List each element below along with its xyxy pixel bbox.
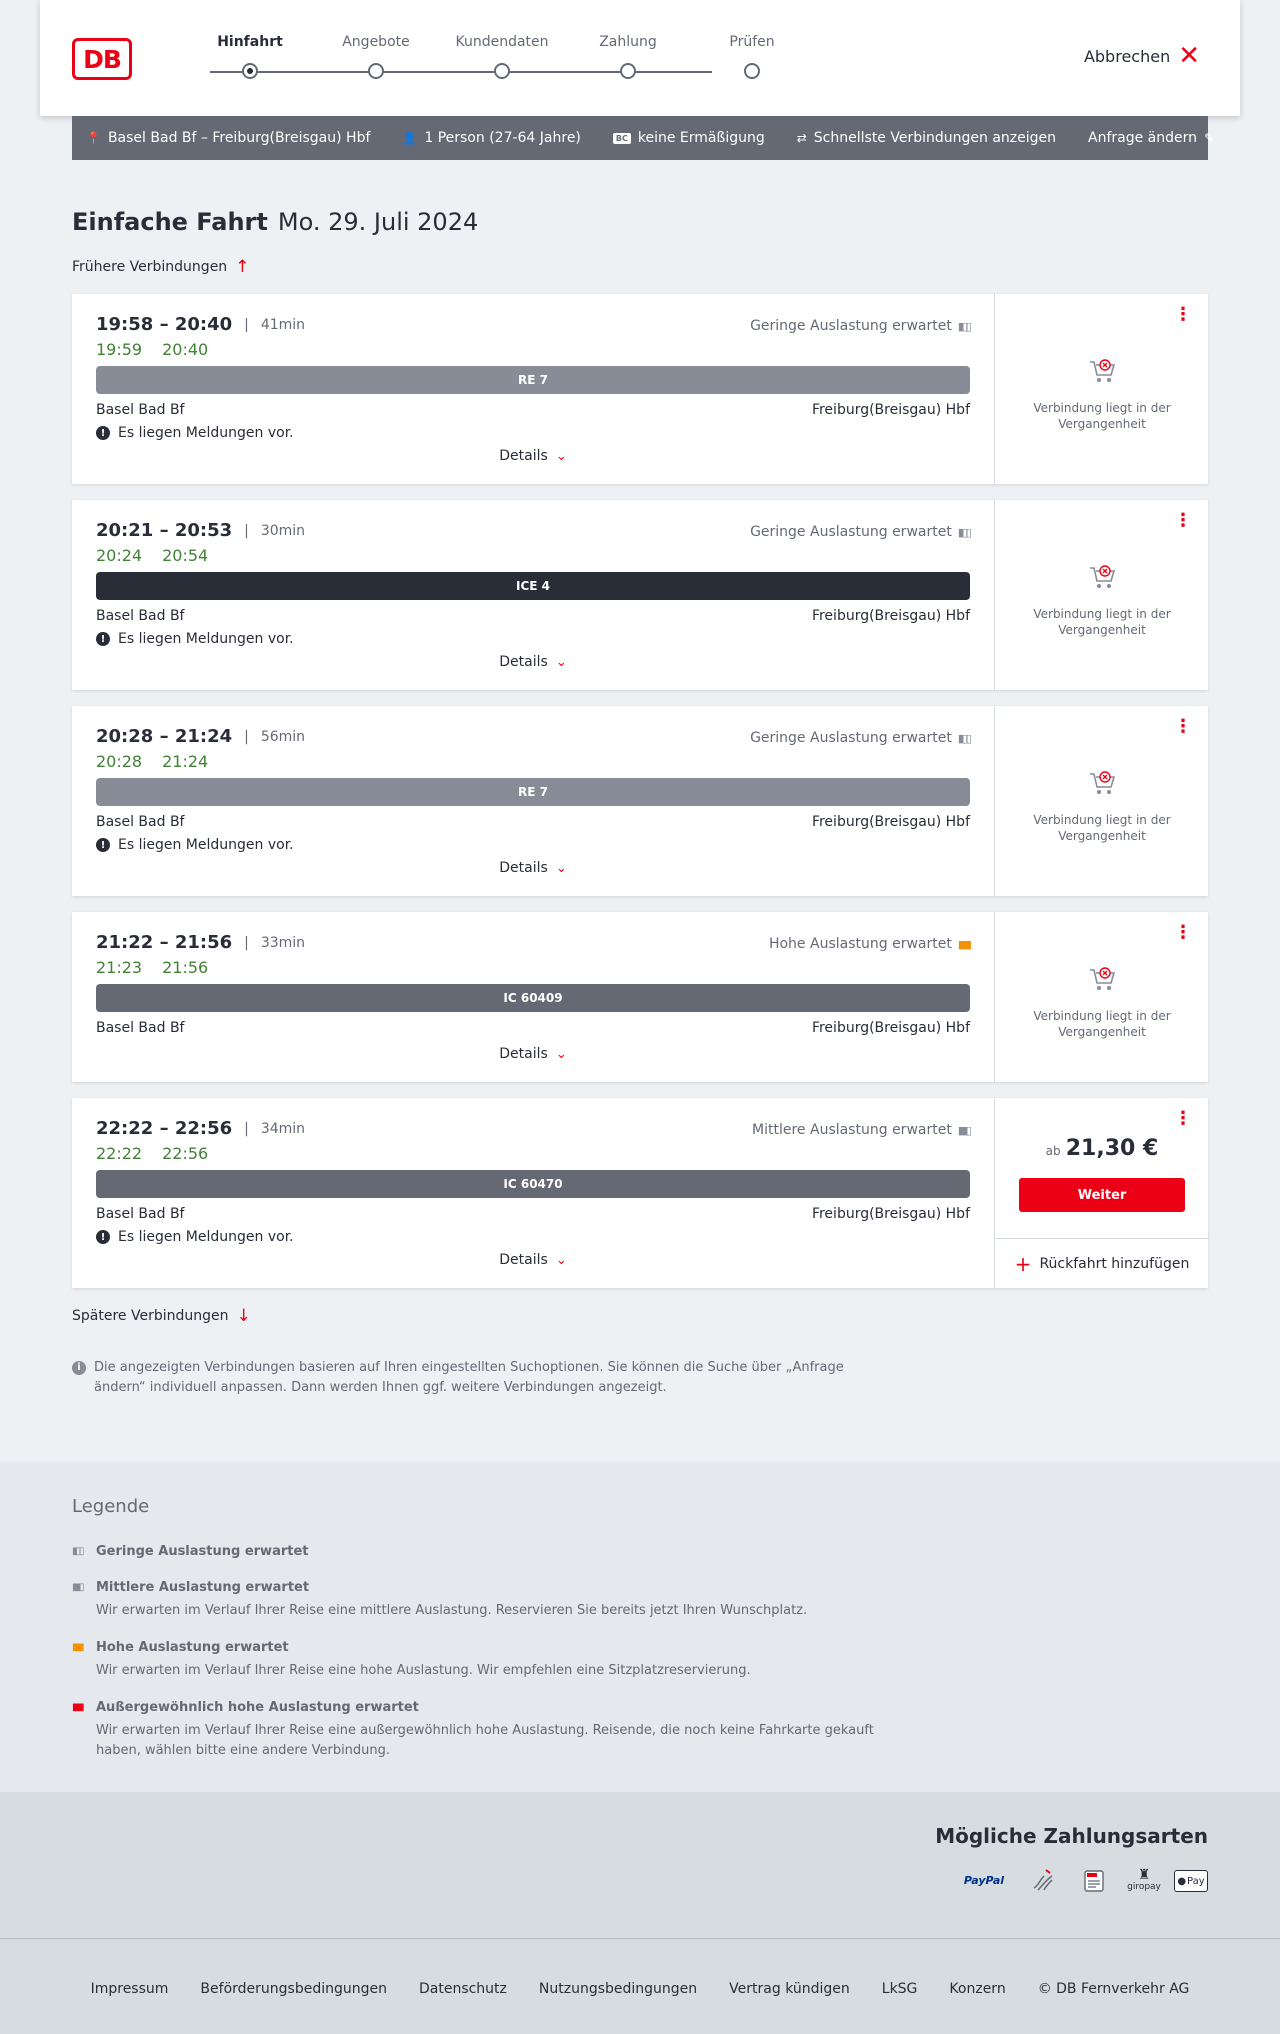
- footer-link-befoerderungsbedingungen[interactable]: Beförderungsbedingungen: [200, 1981, 387, 1997]
- person-icon: 👤: [402, 131, 418, 145]
- connection-times: [96, 1118, 305, 1139]
- earlier-connections-link[interactable]: [72, 257, 249, 277]
- page-title: [72, 208, 478, 236]
- occupancy-text: Geringe Auslastung erwartet: [750, 730, 952, 746]
- occupancy-text: Geringe Auslastung erwartet: [750, 524, 952, 540]
- chevron-down-icon: ⌄: [555, 449, 567, 464]
- footer-link-konzern[interactable]: Konzern: [949, 1981, 1006, 1997]
- plus-icon: +: [1014, 1251, 1032, 1276]
- arrival-station: Freiburg(Breisgau) Hbf: [811, 402, 970, 418]
- add-return-button[interactable]: [995, 1238, 1209, 1288]
- connection-times: [96, 726, 305, 747]
- message-text: Es liegen Meldungen vor.: [118, 1229, 294, 1245]
- stations: [96, 402, 970, 418]
- departure-station: Basel Bad Bf: [96, 814, 185, 830]
- exclamation-icon: !: [96, 632, 110, 646]
- scheduled-times: 21:22 – 21:56: [96, 932, 233, 953]
- step-angebote: [316, 34, 436, 54]
- legend-item-title: Mittlere Auslastung erwartet: [96, 1580, 310, 1595]
- legend-item-title: Geringe Auslastung erwartet: [96, 1544, 309, 1559]
- stepper-line: [210, 71, 712, 73]
- passenger-text: 1 Person (27-64 Jahre): [424, 130, 581, 146]
- apple-pay-label: Pay: [1187, 1875, 1205, 1887]
- apple-pay-icon: ● Pay: [1174, 1870, 1208, 1892]
- footer-link-vertrag-kuendigen[interactable]: Vertrag kündigen: [729, 1981, 850, 1997]
- realtime-arrival: 21:56: [162, 958, 209, 977]
- connection-card: [72, 500, 1208, 690]
- separator: |: [244, 934, 249, 951]
- connection-times: [96, 314, 305, 335]
- past-connection-text: Verbindung liegt in der Vergangenheit: [1033, 813, 1171, 843]
- legend-item-desc: Wir erwarten im Verlauf Ihrer Reise eine hohe Auslastung. Wir empfehlen eine Sitzplatzreservierung.: [96, 1663, 751, 1678]
- realtime-times: [96, 752, 228, 771]
- connection-info: [72, 294, 994, 484]
- return-label: Rückfahrt hinzufügen: [1039, 1255, 1190, 1272]
- cart-unavailable-icon: [1087, 964, 1117, 994]
- disruption-message: [96, 837, 294, 853]
- train-bar[interactable]: RE 7: [96, 366, 970, 394]
- separator: |: [244, 316, 249, 333]
- search-summary-bar: [72, 116, 1215, 160]
- fastest-text: Schnellste Verbindungen anzeigen: [813, 130, 1057, 146]
- offer-panel: [994, 294, 1208, 484]
- train-bar[interactable]: IC 60470: [96, 1170, 970, 1198]
- realtime-arrival: 22:56: [162, 1144, 209, 1163]
- payment-methods-section: [0, 1792, 1280, 1938]
- message-text: Es liegen Meldungen vor.: [118, 631, 294, 647]
- occupancy-low-icon: ▮▯▯: [72, 1546, 83, 1557]
- disruption-message: [96, 1229, 294, 1245]
- details-toggle[interactable]: [72, 1252, 994, 1268]
- arrow-up-icon: ↑: [235, 257, 250, 277]
- step-dot-icon: [494, 63, 510, 79]
- cart-unavailable-icon: [1087, 356, 1117, 386]
- passenger-summary[interactable]: [402, 130, 581, 146]
- stations: [96, 1020, 970, 1036]
- scheduled-times: 20:28 – 21:24: [96, 726, 233, 747]
- details-label: Details: [499, 448, 548, 464]
- occupancy-low-icon: ▮▯▯: [957, 319, 970, 333]
- db-logo[interactable]: DB: [72, 38, 132, 80]
- giropay-icon: ♜ giropay: [1127, 1867, 1161, 1892]
- realtime-departure: 19:59: [96, 340, 143, 359]
- realtime-times: [96, 340, 228, 359]
- earlier-label: Frühere Verbindungen: [72, 259, 228, 275]
- footer-link-nutzungsbedingungen[interactable]: Nutzungsbedingungen: [538, 1981, 698, 1997]
- duration: 33min: [260, 934, 306, 951]
- duration: 41min: [260, 316, 306, 333]
- legend-item-low: [72, 1544, 309, 1559]
- legend-item-medium: [72, 1580, 876, 1621]
- more-options-icon[interactable]: ⋮: [1174, 922, 1192, 943]
- step-hinfahrt: [190, 34, 310, 54]
- details-label: Details: [499, 654, 548, 670]
- offer-panel: [994, 912, 1208, 1082]
- exclamation-icon: !: [96, 838, 110, 852]
- occupancy-high-icon: ▮▮▮: [957, 937, 970, 951]
- swap-arrows-icon: ⇄: [796, 131, 807, 145]
- train-bar[interactable]: ICE 4: [96, 572, 970, 600]
- message-text: Es liegen Meldungen vor.: [118, 837, 294, 853]
- legend-section: [0, 1462, 1280, 1792]
- connection-card: [72, 1098, 1208, 1288]
- separator: |: [244, 728, 249, 745]
- step-dot-icon: [620, 63, 636, 79]
- arrow-down-icon: ↓: [236, 1306, 251, 1326]
- legend-title: Legende: [72, 1496, 150, 1517]
- cancel-label: Abbrechen: [1083, 46, 1171, 66]
- past-connection-text: Verbindung liegt in der Vergangenheit: [1033, 401, 1171, 431]
- cancel-button[interactable]: [1083, 41, 1200, 71]
- scheduled-times: 22:22 – 22:56: [96, 1118, 233, 1139]
- route-text: Basel Bad Bf – Freiburg(Breisgau) Hbf: [107, 130, 371, 146]
- details-label: Details: [499, 1252, 548, 1268]
- connection-info: [72, 500, 994, 690]
- past-connection-text: Verbindung liegt in der Vergangenheit: [1033, 607, 1171, 637]
- stations: [96, 608, 970, 624]
- occupancy-info: [750, 524, 970, 540]
- step-label: Zahlung: [599, 34, 657, 50]
- connection-info: [72, 706, 994, 896]
- sepa-icon: [1082, 1866, 1108, 1894]
- details-toggle[interactable]: [72, 1046, 994, 1062]
- stations: [96, 814, 970, 830]
- footer-link-datenschutz[interactable]: Datenschutz: [418, 1981, 507, 1997]
- paypal-icon: PayPal: [963, 1873, 1005, 1887]
- arrival-station: Freiburg(Breisgau) Hbf: [811, 608, 970, 624]
- exclamation-icon: !: [96, 1230, 110, 1244]
- later-label: Spätere Verbindungen: [72, 1308, 229, 1324]
- realtime-times: [96, 958, 228, 977]
- cart-unavailable-icon: [1087, 562, 1117, 592]
- more-options-icon[interactable]: ⋮: [1174, 1108, 1192, 1129]
- train-bar[interactable]: RE 7: [96, 778, 970, 806]
- scheduled-times: 20:21 – 20:53: [96, 520, 233, 541]
- offer-panel: [994, 706, 1208, 896]
- occupancy-text: Geringe Auslastung erwartet: [750, 318, 952, 334]
- duration: 56min: [260, 728, 306, 745]
- details-label: Details: [499, 860, 548, 876]
- change-request-button[interactable]: [1088, 130, 1214, 146]
- disruption-message: [96, 425, 294, 441]
- details-toggle[interactable]: [72, 654, 994, 670]
- departure-station: Basel Bad Bf: [96, 1206, 185, 1222]
- close-icon: ✕: [1178, 41, 1200, 71]
- departure-station: Basel Bad Bf: [96, 402, 185, 418]
- chevron-down-icon: ⌄: [555, 1047, 567, 1062]
- step-label: Hinfahrt: [217, 34, 283, 50]
- connection-card: [72, 294, 1208, 484]
- more-options-icon[interactable]: ⋮: [1174, 304, 1192, 325]
- separator: |: [244, 1120, 249, 1137]
- fastest-connections-toggle[interactable]: [797, 130, 1056, 146]
- more-options-icon[interactable]: ⋮: [1174, 716, 1192, 737]
- realtime-departure: 21:23: [96, 958, 143, 977]
- occupancy-low-icon: ▮▯▯: [957, 525, 970, 539]
- departure-station: Basel Bad Bf: [96, 1020, 185, 1036]
- change-text: Anfrage ändern: [1088, 130, 1198, 146]
- exclamation-icon: !: [96, 426, 110, 440]
- step-dot-icon: [242, 63, 258, 79]
- step-label: Prüfen: [729, 34, 775, 50]
- direct-debit-icon: [1030, 1866, 1056, 1894]
- step-pruefen: [692, 34, 812, 54]
- connection-times: [96, 520, 305, 541]
- departure-station: Basel Bad Bf: [96, 608, 185, 624]
- arrival-station: Freiburg(Breisgau) Hbf: [811, 1206, 970, 1222]
- realtime-times: [96, 1144, 228, 1163]
- legend-item-title: Außergewöhnlich hohe Auslastung erwartet: [96, 1700, 419, 1715]
- trip-type: Einfache Fahrt: [72, 208, 268, 236]
- discount-summary[interactable]: [613, 130, 765, 146]
- cart-unavailable-icon: [1087, 768, 1117, 798]
- legend-item-desc: Wir erwarten im Verlauf Ihrer Reise eine außergewöhnlich hohe Auslastung. Reisende, die noch keine Fahrkarte gekauft haben, wählen bitte eine andere Verbindung.: [96, 1723, 874, 1758]
- info-icon: i: [72, 1361, 86, 1375]
- message-text: Es liegen Meldungen vor.: [118, 425, 294, 441]
- connection-info: [72, 1098, 994, 1288]
- disruption-message: [96, 631, 294, 647]
- occupancy-text: Mittlere Auslastung erwartet: [752, 1122, 952, 1138]
- train-bar[interactable]: IC 60409: [96, 984, 970, 1012]
- occupancy-high-icon: ▮▮▮: [72, 1642, 83, 1653]
- occupancy-low-icon: ▮▯▯: [957, 731, 970, 745]
- duration: 34min: [260, 1120, 306, 1137]
- chevron-down-icon: ⌄: [555, 861, 567, 876]
- pencil-icon: ✎: [1204, 131, 1215, 145]
- arrival-station: Freiburg(Breisgau) Hbf: [811, 1020, 970, 1036]
- occupancy-info: [750, 318, 970, 334]
- details-toggle[interactable]: [72, 860, 994, 876]
- offer-panel: [994, 500, 1208, 690]
- chevron-down-icon: ⌄: [555, 655, 567, 670]
- occupancy-info: [750, 730, 970, 746]
- occupancy-text: Hohe Auslastung erwartet: [768, 936, 952, 952]
- realtime-times: [96, 546, 228, 565]
- trip-date: Mo. 29. Juli 2024: [277, 208, 479, 236]
- legend-item-high: [72, 1640, 876, 1681]
- step-dot-icon: [368, 63, 384, 79]
- occupancy-extreme-icon: ▮▮▮: [72, 1702, 83, 1713]
- price-amount: 21,30 €: [1065, 1136, 1159, 1161]
- giropay-label: giropay: [1127, 1882, 1161, 1892]
- connection-info: [72, 912, 994, 1082]
- details-toggle[interactable]: [72, 448, 994, 464]
- scheduled-times: 19:58 – 20:40: [96, 314, 233, 335]
- realtime-arrival: 21:24: [162, 752, 209, 771]
- connection-times: [96, 932, 305, 953]
- realtime-arrival: 20:54: [162, 546, 209, 565]
- legend-item-extreme: [72, 1700, 876, 1761]
- offer-panel: [994, 1098, 1208, 1288]
- route-summary[interactable]: [86, 130, 370, 146]
- occupancy-medium-icon: ▮▮▯: [957, 1123, 970, 1137]
- stations: [96, 1206, 970, 1222]
- step-label: Kundendaten: [455, 34, 549, 50]
- occupancy-medium-icon: ▮▮▯: [72, 1582, 83, 1593]
- price-prefix: ab: [1045, 1144, 1061, 1158]
- later-connections-link[interactable]: [72, 1306, 251, 1326]
- realtime-departure: 20:28: [96, 752, 143, 771]
- arrival-station: Freiburg(Breisgau) Hbf: [811, 814, 970, 830]
- chevron-down-icon: ⌄: [555, 1253, 567, 1268]
- price: [995, 1136, 1209, 1161]
- realtime-departure: 20:24: [96, 546, 143, 565]
- step-dot-icon: [744, 63, 760, 79]
- more-options-icon[interactable]: ⋮: [1174, 510, 1192, 531]
- step-label: Angebote: [342, 34, 410, 50]
- details-label: Details: [499, 1046, 548, 1062]
- connection-card: [72, 912, 1208, 1082]
- occupancy-info: [752, 1122, 970, 1138]
- booking-header: [40, 0, 1240, 116]
- occupancy-info: [769, 936, 970, 952]
- footer-link-impressum[interactable]: Impressum: [90, 1981, 169, 1997]
- location-pin-icon: 📍: [86, 131, 101, 145]
- info-text: Die angezeigten Verbindungen basieren auf Ihren eingestellten Suchoptionen. Sie können die Suche über „Anfrage ändern“ individuell anpassen. Dann werden Ihnen ggf. weitere Verbindungen angezeigt.: [94, 1360, 844, 1395]
- realtime-arrival: 20:40: [162, 340, 209, 359]
- legend-item-title: Hohe Auslastung erwartet: [96, 1640, 289, 1655]
- page-footer: [0, 1938, 1280, 2034]
- footer-link-lksg[interactable]: LkSG: [881, 1981, 918, 1997]
- payment-title: Mögliche Zahlungsarten: [935, 1824, 1208, 1848]
- booking-stepper: [180, 34, 780, 84]
- step-kundendaten: [442, 34, 562, 54]
- past-connection-text: Verbindung liegt in der Vergangenheit: [1033, 1009, 1171, 1039]
- connection-card: [72, 706, 1208, 896]
- footer-links: [0, 1981, 1280, 1997]
- search-info-note: [72, 1358, 852, 1398]
- bahncard-icon: BC: [613, 133, 631, 144]
- duration: 30min: [260, 522, 306, 539]
- legend-item-desc: Wir erwarten im Verlauf Ihrer Reise eine mittlere Auslastung. Reservieren Sie bereits jetzt Ihren Wunschplatz.: [96, 1603, 808, 1618]
- step-zahlung: [568, 34, 688, 54]
- realtime-departure: 22:22: [96, 1144, 143, 1163]
- discount-text: keine Ermäßigung: [637, 130, 765, 146]
- separator: |: [244, 522, 249, 539]
- continue-button[interactable]: Weiter: [1019, 1178, 1185, 1212]
- footer-copyright: © DB Fernverkehr AG: [1037, 1981, 1190, 1997]
